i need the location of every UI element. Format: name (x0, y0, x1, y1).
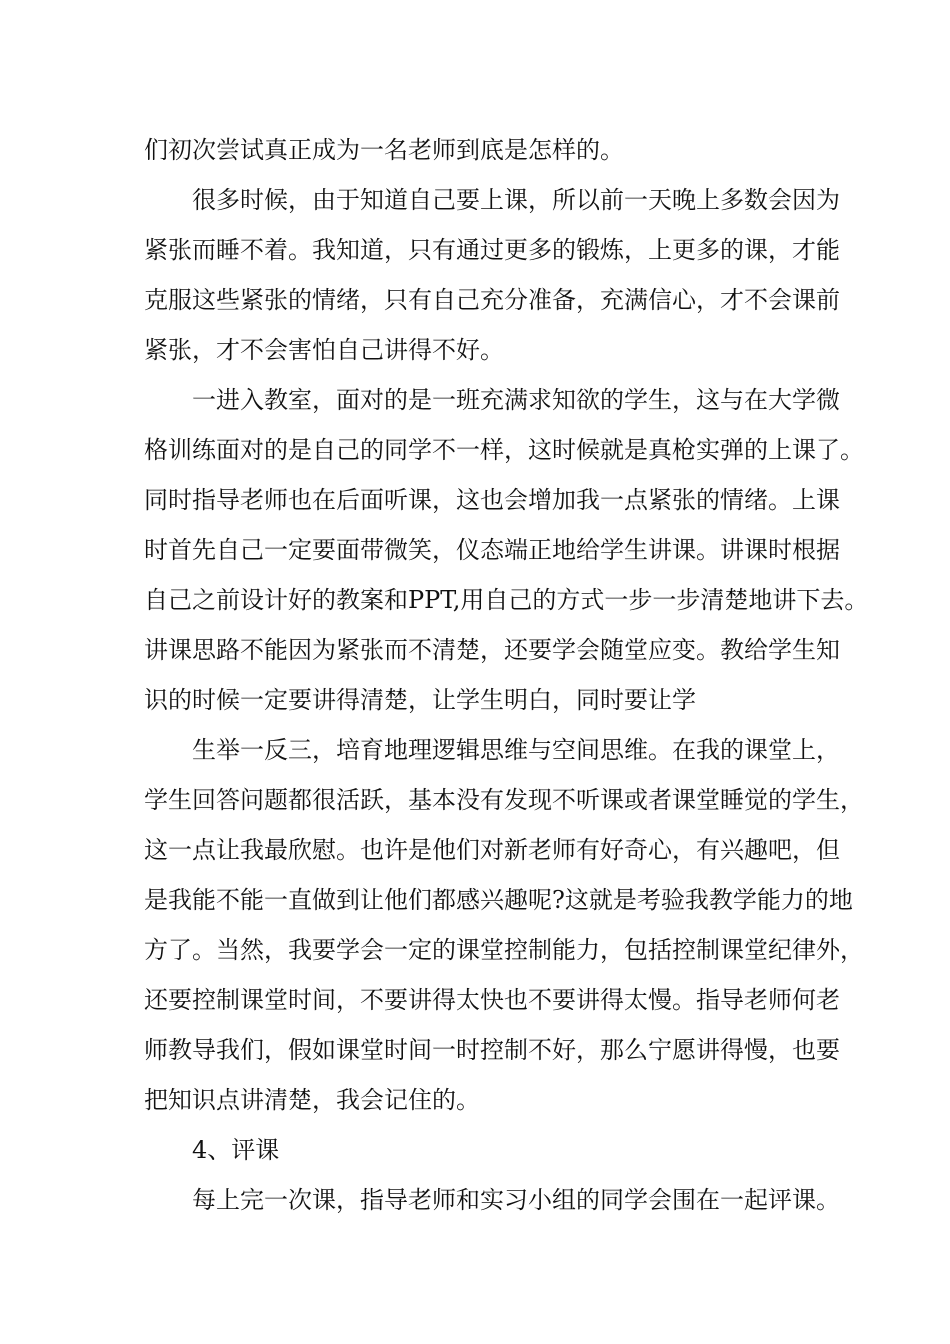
paragraph-start-line: 很多时候，由于知道自己要上课，所以前一天晚上多数会因为 (192, 186, 840, 214)
text-line: 自己之前设计好的教案和PPT,用自己的方式一步一步清楚地讲下去。 (144, 586, 869, 614)
text-line: 时首先自己一定要面带微笑，仪态端正地给学生讲课。讲课时根据 (144, 536, 840, 564)
text-line: 格训练面对的是自己的同学不一样，这时候就是真枪实弹的上课了。 (144, 436, 864, 464)
text-line: 紧张而睡不着。我知道，只有通过更多的锻炼，上更多的课，才能 (144, 236, 840, 264)
paragraph-start-line: 每上完一次课，指导老师和实习小组的同学会围在一起评课。 (192, 1186, 840, 1214)
text-line: 这一点让我最欣慰。也许是他们对新老师有好奇心，有兴趣吧，但 (144, 836, 840, 864)
text-line: 还要控制课堂时间，不要讲得太快也不要讲得太慢。指导老师何老 (144, 986, 840, 1014)
text-line: 师教导我们，假如课堂时间一时控制不好，那么宁愿讲得慢，也要 (144, 1036, 840, 1064)
text-line: 学生回答问题都很活跃，基本没有发现不听课或者课堂睡觉的学生， (144, 786, 864, 814)
text-line: 方了。当然，我要学会一定的课堂控制能力，包括控制课堂纪律外， (144, 936, 864, 964)
text-line: 识的时候一定要讲得清楚，让学生明白，同时要让学 (144, 686, 696, 714)
text-line: 把知识点讲清楚，我会记住的。 (144, 1086, 480, 1114)
text-line: 同时指导老师也在后面听课，这也会增加我一点紧张的情绪。上课 (144, 486, 840, 514)
text-line: 克服这些紧张的情绪，只有自己充分准备，充满信心，才不会课前 (144, 286, 840, 314)
section-heading: 4、评课 (192, 1136, 280, 1164)
text-line: 讲课思路不能因为紧张而不清楚，还要学会随堂应变。教给学生知 (144, 636, 840, 664)
text-line: 紧张，才不会害怕自己讲得不好。 (144, 336, 504, 364)
text-line: 们初次尝试真正成为一名老师到底是怎样的。 (144, 136, 624, 164)
text-line: 是我能不能一直做到让他们都感兴趣呢?这就是考验我教学能力的地 (144, 886, 853, 914)
paragraph-start-line: 生举一反三，培育地理逻辑思维与空间思维。在我的课堂上， (192, 736, 840, 764)
paragraph-start-line: 一进入教室，面对的是一班充满求知欲的学生，这与在大学微 (192, 386, 840, 414)
